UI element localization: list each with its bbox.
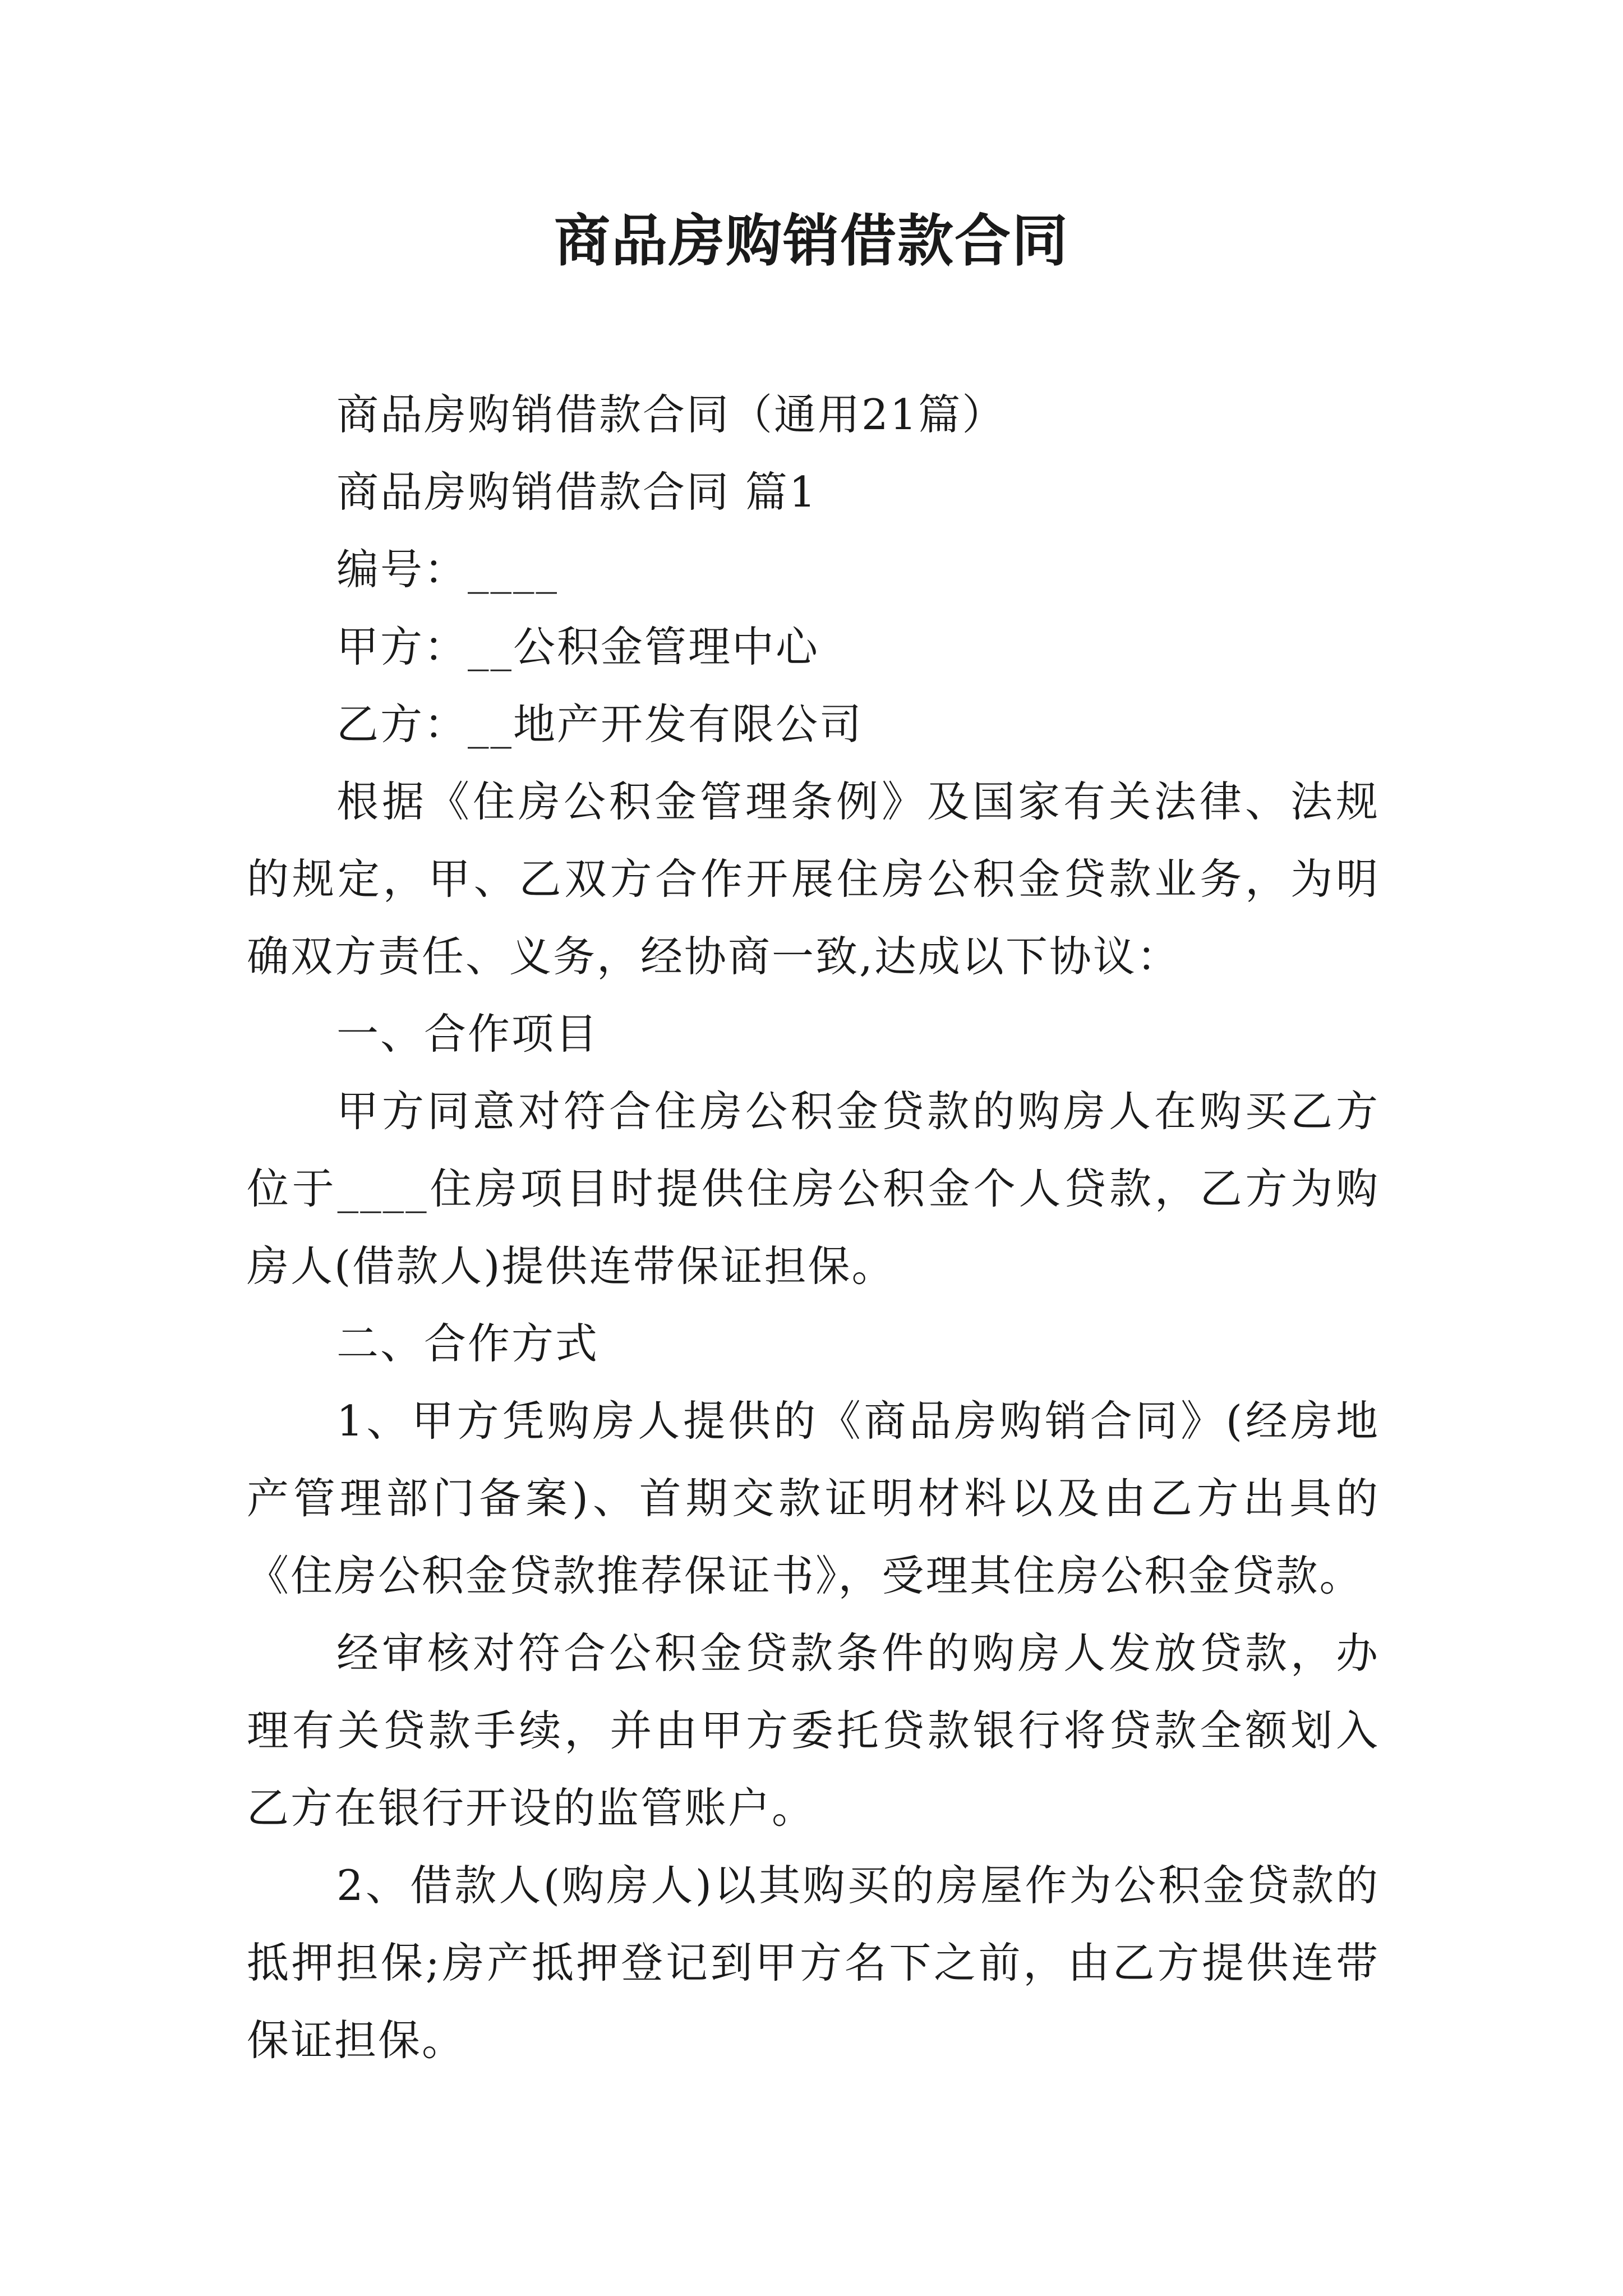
article-1-paragraph: 甲方同意对符合住房公积金贷款的购房人在购买乙方位于____住房项目时提供住房公积金个人贷款，乙方为购房人(借款人)提供连带保证担保。: [247, 1087, 1380, 1291]
party-a-line: 甲方：__公积金管理中心: [336, 622, 820, 671]
document-title: 商品房购销借款合同: [554, 208, 1069, 274]
document-body: [247, 376, 1380, 2079]
contract-number-line: 编号：____: [336, 545, 559, 594]
article-2-clause-1-continued: 经审核对符合公积金贷款条件的购房人发放贷款，办理有关贷款手续，并由甲方委托贷款银行将贷款全额划入乙方在银行开设的监管账户。: [247, 1628, 1380, 1833]
subtitle-paragraph: 商品房购销借款合同（通用21篇）: [336, 390, 1006, 439]
article-2-heading: 二、合作方式: [336, 1319, 600, 1368]
article-2-clause-1: 1、甲方凭购房人提供的《商品房购销合同》(经房地产管理部门备案)、首期交款证明材料以及由乙方出具的《住房公积金贷款推荐保证书》，受理其住房公积金贷款。: [247, 1396, 1380, 1600]
party-b-line: 乙方：__地产开发有限公司: [336, 700, 864, 749]
article-2-clause-2: 2、借款人(购房人)以其购买的房屋作为公积金贷款的抵押担保;房产抵押登记到甲方名下之前，由乙方提供连带保证担保。: [247, 1861, 1380, 2065]
article-1-heading: 一、合作项目: [336, 1009, 600, 1059]
preamble-paragraph: 根据《住房公积金管理条例》及国家有关法律、法规的规定，甲、乙双方合作开展住房公积金贷款业务，为明确双方责任、义务，经协商一致,达成以下协议：: [247, 777, 1380, 981]
section-heading-paragraph: 商品房购销借款合同 篇1: [336, 467, 818, 517]
